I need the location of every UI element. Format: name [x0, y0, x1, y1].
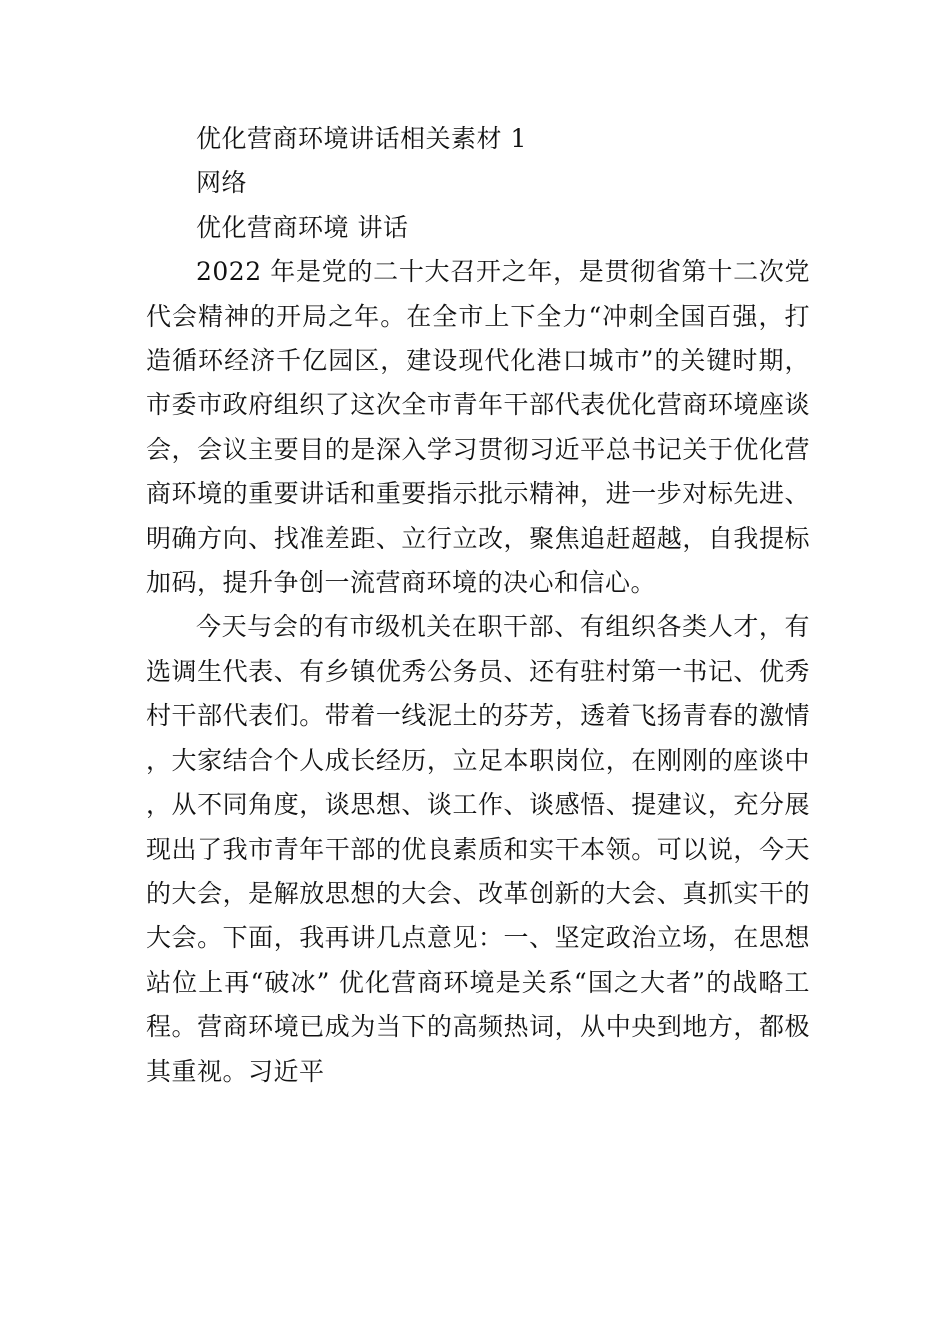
paragraph-intro: 2022 年是党的二十大召开之年，是贯彻省第十二次党代会精神的开局之年。在全市上下全力“冲刺全国百强，打造循环经济千亿园区，建设现代化港口城市”的关键时期，市委市政府组织了这次全市青年干部代表优化营商环境座谈会，会议主要目的是深入学习贯彻习近平总书记关于优化营商环境的重要讲话和重要指示批示精神，进一步对标先进、明确方向、找准差距、立行立改，聚焦追赶超越，自我提标加码，提升争创一流营商环境的决心和信心。: [146, 257, 810, 598]
paragraph-attendees: 今天与会的有市级机关在职干部、有组织各类人才，有选调生代表、有乡镇优秀公务员、还有驻村第一书记、优秀村干部代表们。带着一线泥土的芬芳，透着飞扬青春的激情，大家结合个人成长经历，立足本职岗位，在刚刚的座谈中，从不同角度，谈思想、谈工作、谈感悟、提建议，充分展现出了我市青年干部的优良素质和实干本领。可以说，今天的大会，是解放思想的大会、改革创新的大会、真抓实干的大会。下面，我再讲几点意见：一、坚定政治立场，在思想站位上再“破冰” 优化营商环境是关系“国之大者”的战略工程。营商环境已成为当下的高频热词，从中央到地方，都极其重视。习近平: [146, 612, 810, 1086]
document-source: 网络: [196, 168, 248, 198]
document-body: [146, 117, 810, 1094]
document-subtitle: 优化营商环境 讲话: [196, 212, 409, 242]
document-title: 优化营商环境讲话相关素材 1: [196, 124, 527, 153]
